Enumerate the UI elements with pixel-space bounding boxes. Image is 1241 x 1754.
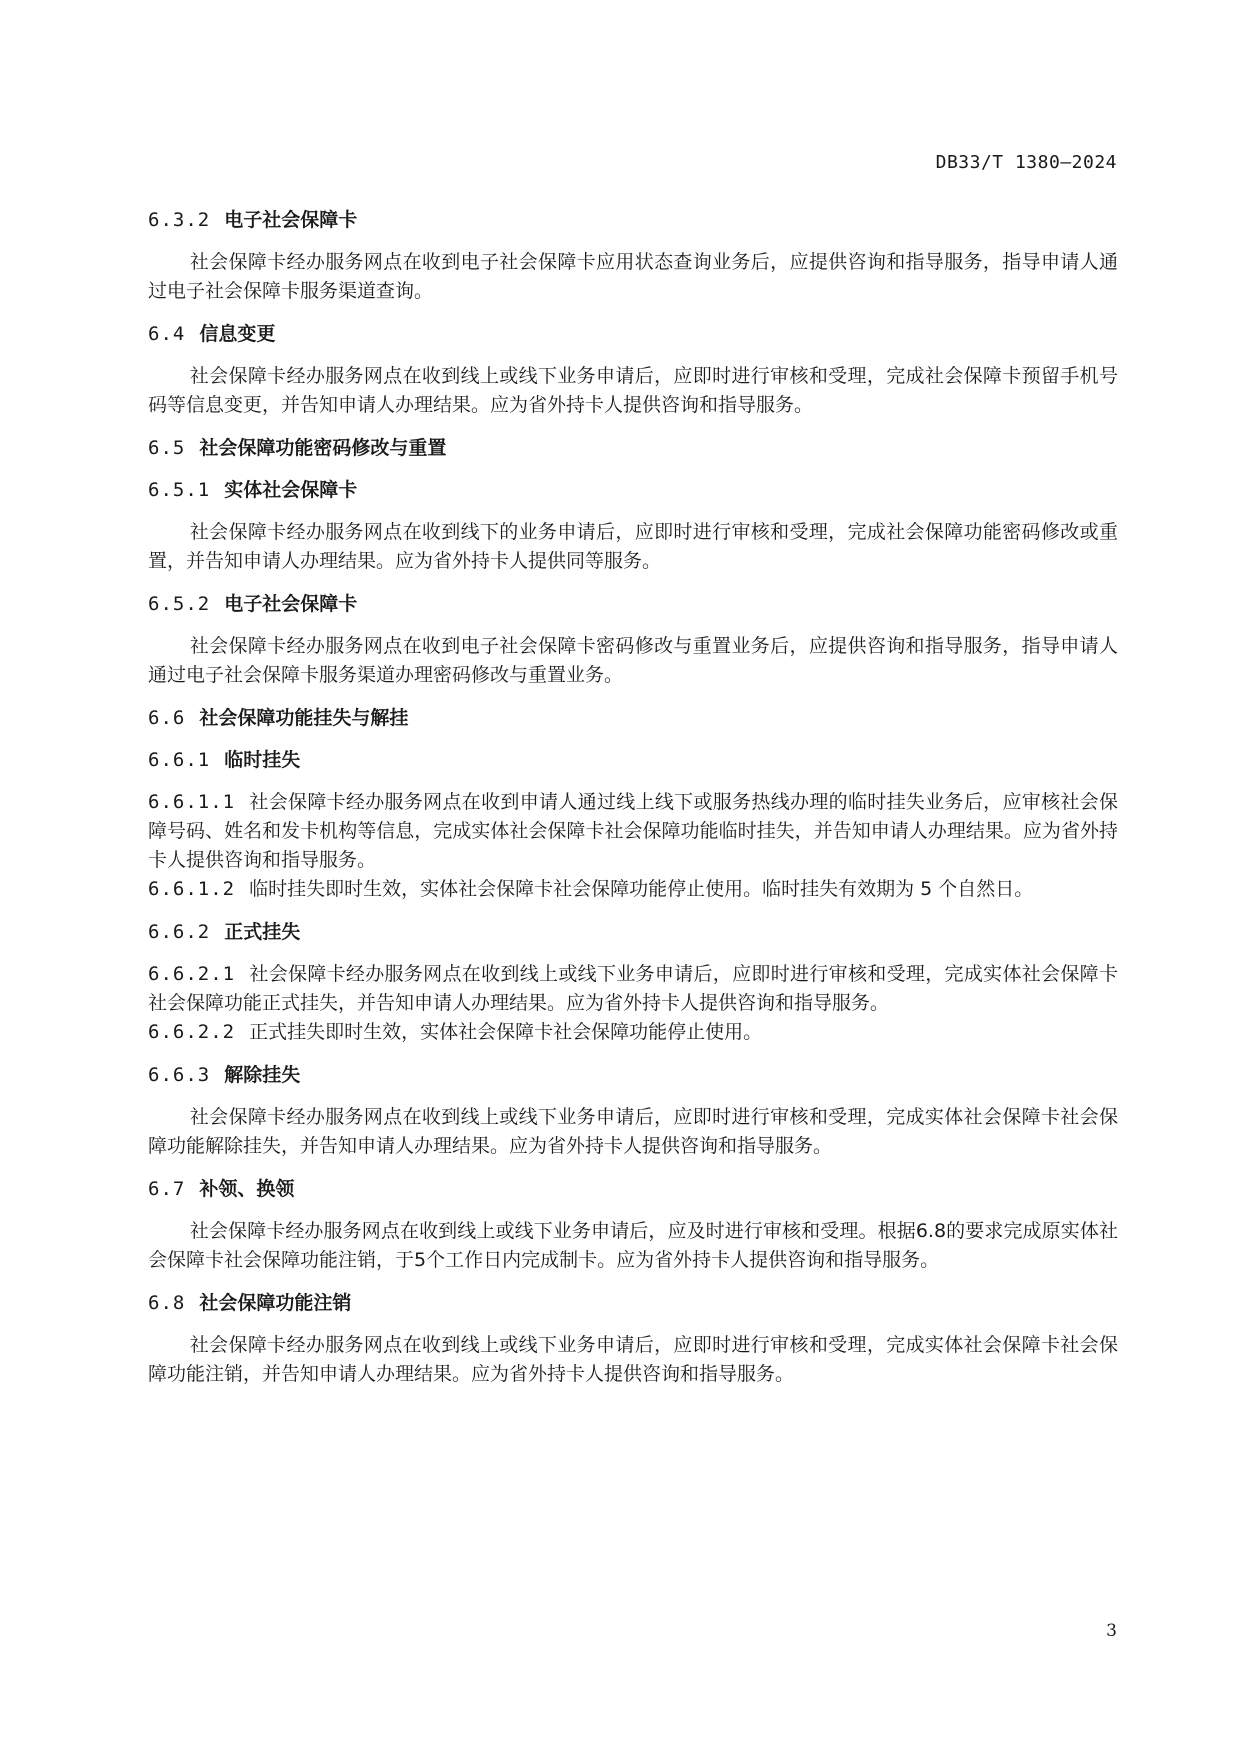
heading-title: 信息变更 bbox=[199, 323, 276, 345]
heading-6-6-1 bbox=[148, 746, 1118, 775]
clause-number: 6.6.1.1 bbox=[148, 791, 236, 813]
paragraph-6-4: 社会保障卡经办服务网点在收到线上或线下业务申请后，应即时进行审核和受理，完成社会保障卡预留手机号码等信息变更，并告知申请人办理结果。应为省外持卡人提供咨询和指导服务。 bbox=[148, 365, 1118, 416]
heading-title: 社会保障功能注销 bbox=[199, 1292, 352, 1314]
paragraph-6-3-2: 社会保障卡经办服务网点在收到电子社会保障卡应用状态查询业务后，应提供咨询和指导服务，指导申请人通过电子社会保障卡服务渠道查询。 bbox=[148, 251, 1118, 302]
heading-title: 实体社会保障卡 bbox=[224, 479, 358, 501]
clause-text: 正式挂失即时生效，实体社会保障卡社会保障功能停止使用。 bbox=[249, 1021, 763, 1043]
heading-title: 临时挂失 bbox=[224, 749, 301, 771]
clause-6-6-2-1 bbox=[148, 960, 1118, 1018]
heading-number: 6.5 bbox=[148, 437, 186, 459]
heading-title: 社会保障功能密码修改与重置 bbox=[199, 437, 447, 459]
paragraph-6-5-2: 社会保障卡经办服务网点在收到电子社会保障卡密码修改与重置业务后，应提供咨询和指导服务，指导申请人通过电子社会保障卡服务渠道办理密码修改与重置业务。 bbox=[148, 635, 1118, 686]
heading-number: 6.6.2 bbox=[148, 921, 211, 943]
heading-title: 解除挂失 bbox=[224, 1064, 301, 1086]
heading-number: 6.6.1 bbox=[148, 749, 211, 771]
heading-number: 6.3.2 bbox=[148, 209, 211, 231]
heading-number: 6.7 bbox=[148, 1178, 186, 1200]
clause-6-6-1-1 bbox=[148, 788, 1118, 875]
clause-6-6-2-2 bbox=[148, 1018, 1118, 1047]
heading-number: 6.6.3 bbox=[148, 1064, 211, 1086]
heading-number: 6.6 bbox=[148, 707, 186, 729]
document-code: DB33/T 1380—2024 bbox=[935, 152, 1117, 173]
heading-number: 6.5.2 bbox=[148, 593, 211, 615]
clause-number: 6.6.2.2 bbox=[148, 1021, 236, 1043]
heading-6-6-2 bbox=[148, 918, 1118, 947]
paragraph-6-7: 社会保障卡经办服务网点在收到线上或线下业务申请后，应及时进行审核和受理。根据6.8的要求完成原实体社会保障卡社会保障功能注销，于5个工作日内完成制卡。应为省外持卡人提供咨询和指导服务。 bbox=[148, 1220, 1118, 1271]
clause-number: 6.6.2.1 bbox=[148, 963, 236, 985]
heading-6-3-2 bbox=[148, 206, 1118, 235]
heading-6-6 bbox=[148, 704, 1118, 733]
heading-title: 补领、换领 bbox=[199, 1178, 295, 1200]
page-number: 3 bbox=[1106, 1621, 1117, 1641]
heading-title: 电子社会保障卡 bbox=[224, 593, 358, 615]
heading-6-5-2 bbox=[148, 590, 1118, 619]
heading-title: 社会保障功能挂失与解挂 bbox=[199, 707, 409, 729]
heading-6-4 bbox=[148, 320, 1118, 349]
heading-title: 电子社会保障卡 bbox=[224, 209, 358, 231]
heading-number: 6.8 bbox=[148, 1292, 186, 1314]
heading-number: 6.5.1 bbox=[148, 479, 211, 501]
clause-text: 社会保障卡经办服务网点在收到申请人通过线上线下或服务热线办理的临时挂失业务后，应审核社会保障号码、姓名和发卡机构等信息，完成实体社会保障卡社会保障功能临时挂失，并告知申请人办理结果。应为省外持卡人提供咨询和指导服务。 bbox=[148, 791, 1118, 871]
heading-6-5 bbox=[148, 434, 1118, 463]
clause-text: 临时挂失即时生效，实体社会保障卡社会保障功能停止使用。临时挂失有效期为 5 个自然日。 bbox=[249, 878, 1034, 900]
clause-number: 6.6.1.2 bbox=[148, 878, 236, 900]
paragraph-6-6-3: 社会保障卡经办服务网点在收到线上或线下业务申请后，应即时进行审核和受理，完成实体社会保障卡社会保障功能解除挂失，并告知申请人办理结果。应为省外持卡人提供咨询和指导服务。 bbox=[148, 1106, 1118, 1157]
heading-6-5-1 bbox=[148, 476, 1118, 505]
heading-6-6-3 bbox=[148, 1061, 1118, 1090]
document-body bbox=[148, 206, 1118, 1389]
paragraph-6-8: 社会保障卡经办服务网点在收到线上或线下业务申请后，应即时进行审核和受理，完成实体社会保障卡社会保障功能注销，并告知申请人办理结果。应为省外持卡人提供咨询和指导服务。 bbox=[148, 1334, 1118, 1385]
heading-number: 6.4 bbox=[148, 323, 186, 345]
heading-6-7 bbox=[148, 1175, 1118, 1204]
heading-6-8 bbox=[148, 1289, 1118, 1318]
clause-6-6-1-2 bbox=[148, 875, 1118, 904]
paragraph-6-5-1: 社会保障卡经办服务网点在收到线下的业务申请后，应即时进行审核和受理，完成社会保障功能密码修改或重置，并告知申请人办理结果。应为省外持卡人提供同等服务。 bbox=[148, 521, 1118, 572]
clause-text: 社会保障卡经办服务网点在收到线上或线下业务申请后，应即时进行审核和受理，完成实体社会保障卡社会保障功能正式挂失，并告知申请人办理结果。应为省外持卡人提供咨询和指导服务。 bbox=[148, 963, 1118, 1014]
heading-title: 正式挂失 bbox=[224, 921, 301, 943]
